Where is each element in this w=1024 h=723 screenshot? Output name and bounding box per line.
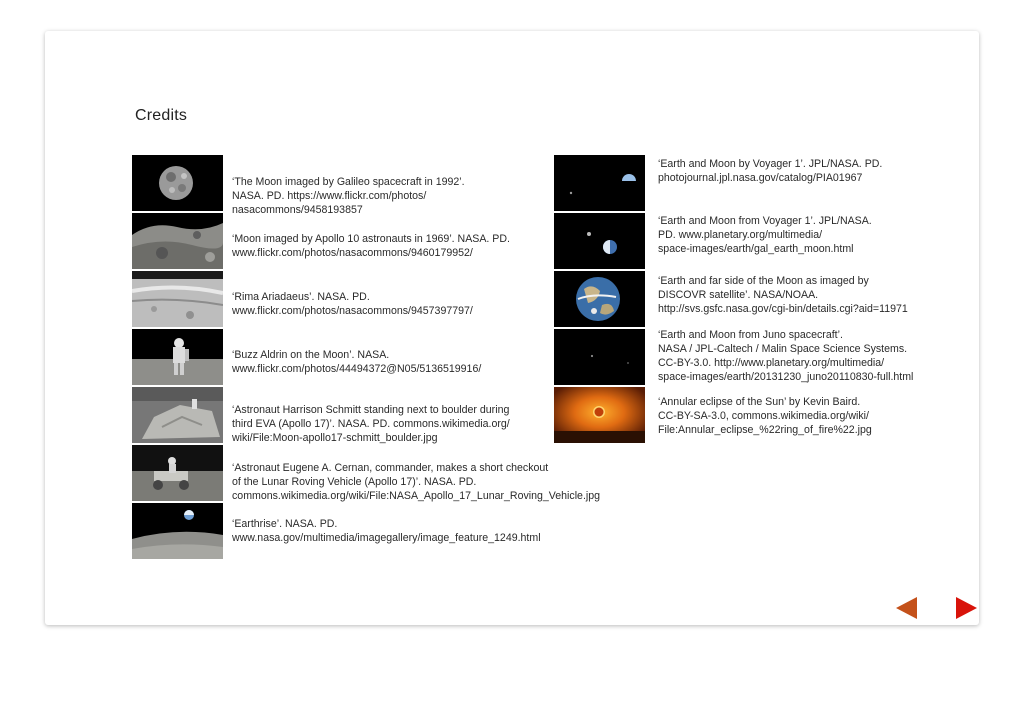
juno-earth-moon-image (554, 329, 645, 385)
schmitt-boulder-image (132, 387, 223, 443)
voyager-earth-moon-2-image (554, 213, 645, 269)
credit-caption: ‘Earth and far side of the Moon as imaged by DISCOVR satellite’. NASA/NOAA. http://svs.gsfc.nasa.gov/cgi-bin/details.cgi?aid=11971 (658, 275, 908, 315)
triangle-left-icon[interactable] (896, 597, 917, 619)
moon-apollo10-image (132, 213, 223, 269)
credits-page (45, 31, 979, 625)
credit-caption: ‘Buzz Aldrin on the Moon’. NASA. www.flickr.com/photos/44494372@N05/5136519916/ (232, 349, 482, 375)
credit-caption: ‘Earth and Moon by Voyager 1’. JPL/NASA. PD. photojournal.jpl.nasa.gov/catalog/PIA01967 (658, 158, 883, 184)
credit-caption: ‘Annular eclipse of the Sun’ by Kevin Baird. CC-BY-SA-3.0, commons.wikimedia.org/wiki/ File:Annular_eclipse_%22ring_of_fire%22.jpg (658, 396, 872, 436)
credit-caption: ‘Rima Ariadaeus’. NASA. PD. www.flickr.com/photos/nasacommons/9457397797/ (232, 291, 473, 317)
credit-caption: ‘The Moon imaged by Galileo spacecraft in 1992’. NASA. PD. https://www.flickr.com/photos/ nasacommons/9458193857 (232, 176, 465, 216)
buzz-aldrin-image (132, 329, 223, 385)
credit-caption: ‘Astronaut Harrison Schmitt standing next to boulder during third EVA (Apollo 17)’. NASA. PD. commons.wikimedia.org/ wiki/File:Moon-apollo17-schmitt_boulder.jpg (232, 404, 510, 444)
page-title: Credits (135, 107, 188, 124)
earthrise-image (132, 503, 223, 559)
credit-caption: ‘Earth and Moon from Juno spacecraft’. NASA / JPL-Caltech / Malin Space Science Systems. CC-BY-3.0. http://www.planetary.org/multimedia/ space-images/earth/20131230_juno20110830-full.html (658, 329, 914, 383)
credit-caption: ‘Earth and Moon from Voyager 1’. JPL/NASA. PD. www.planetary.org/multimedia/ space-images/earth/gal_earth_moon.html (658, 215, 872, 255)
rima-ariadaeus-image (132, 271, 223, 327)
discovr-earth-image (554, 271, 645, 327)
credit-caption: ‘Moon imaged by Apollo 10 astronauts in 1969’. NASA. PD. www.flickr.com/photos/nasacommons/9460179952/ (232, 233, 510, 259)
credit-caption: ‘Earthrise’. NASA. PD. www.nasa.gov/multimedia/imagegallery/image_feature_1249.html (232, 518, 541, 544)
triangle-right-icon[interactable] (956, 597, 977, 619)
annular-eclipse-image (554, 387, 645, 443)
moon-galileo-image (132, 155, 223, 211)
lunar-rover-image (132, 445, 223, 501)
voyager-earth-moon-image (554, 155, 645, 211)
credit-caption: ‘Astronaut Eugene A. Cernan, commander, makes a short checkout of the Lunar Roving Vehicle (Apollo 17)’. NASA. PD. commons.wikimedia.org/wiki/File:NASA_Apollo_17_Lunar_Roving_Vehicle.jpg (232, 462, 601, 502)
